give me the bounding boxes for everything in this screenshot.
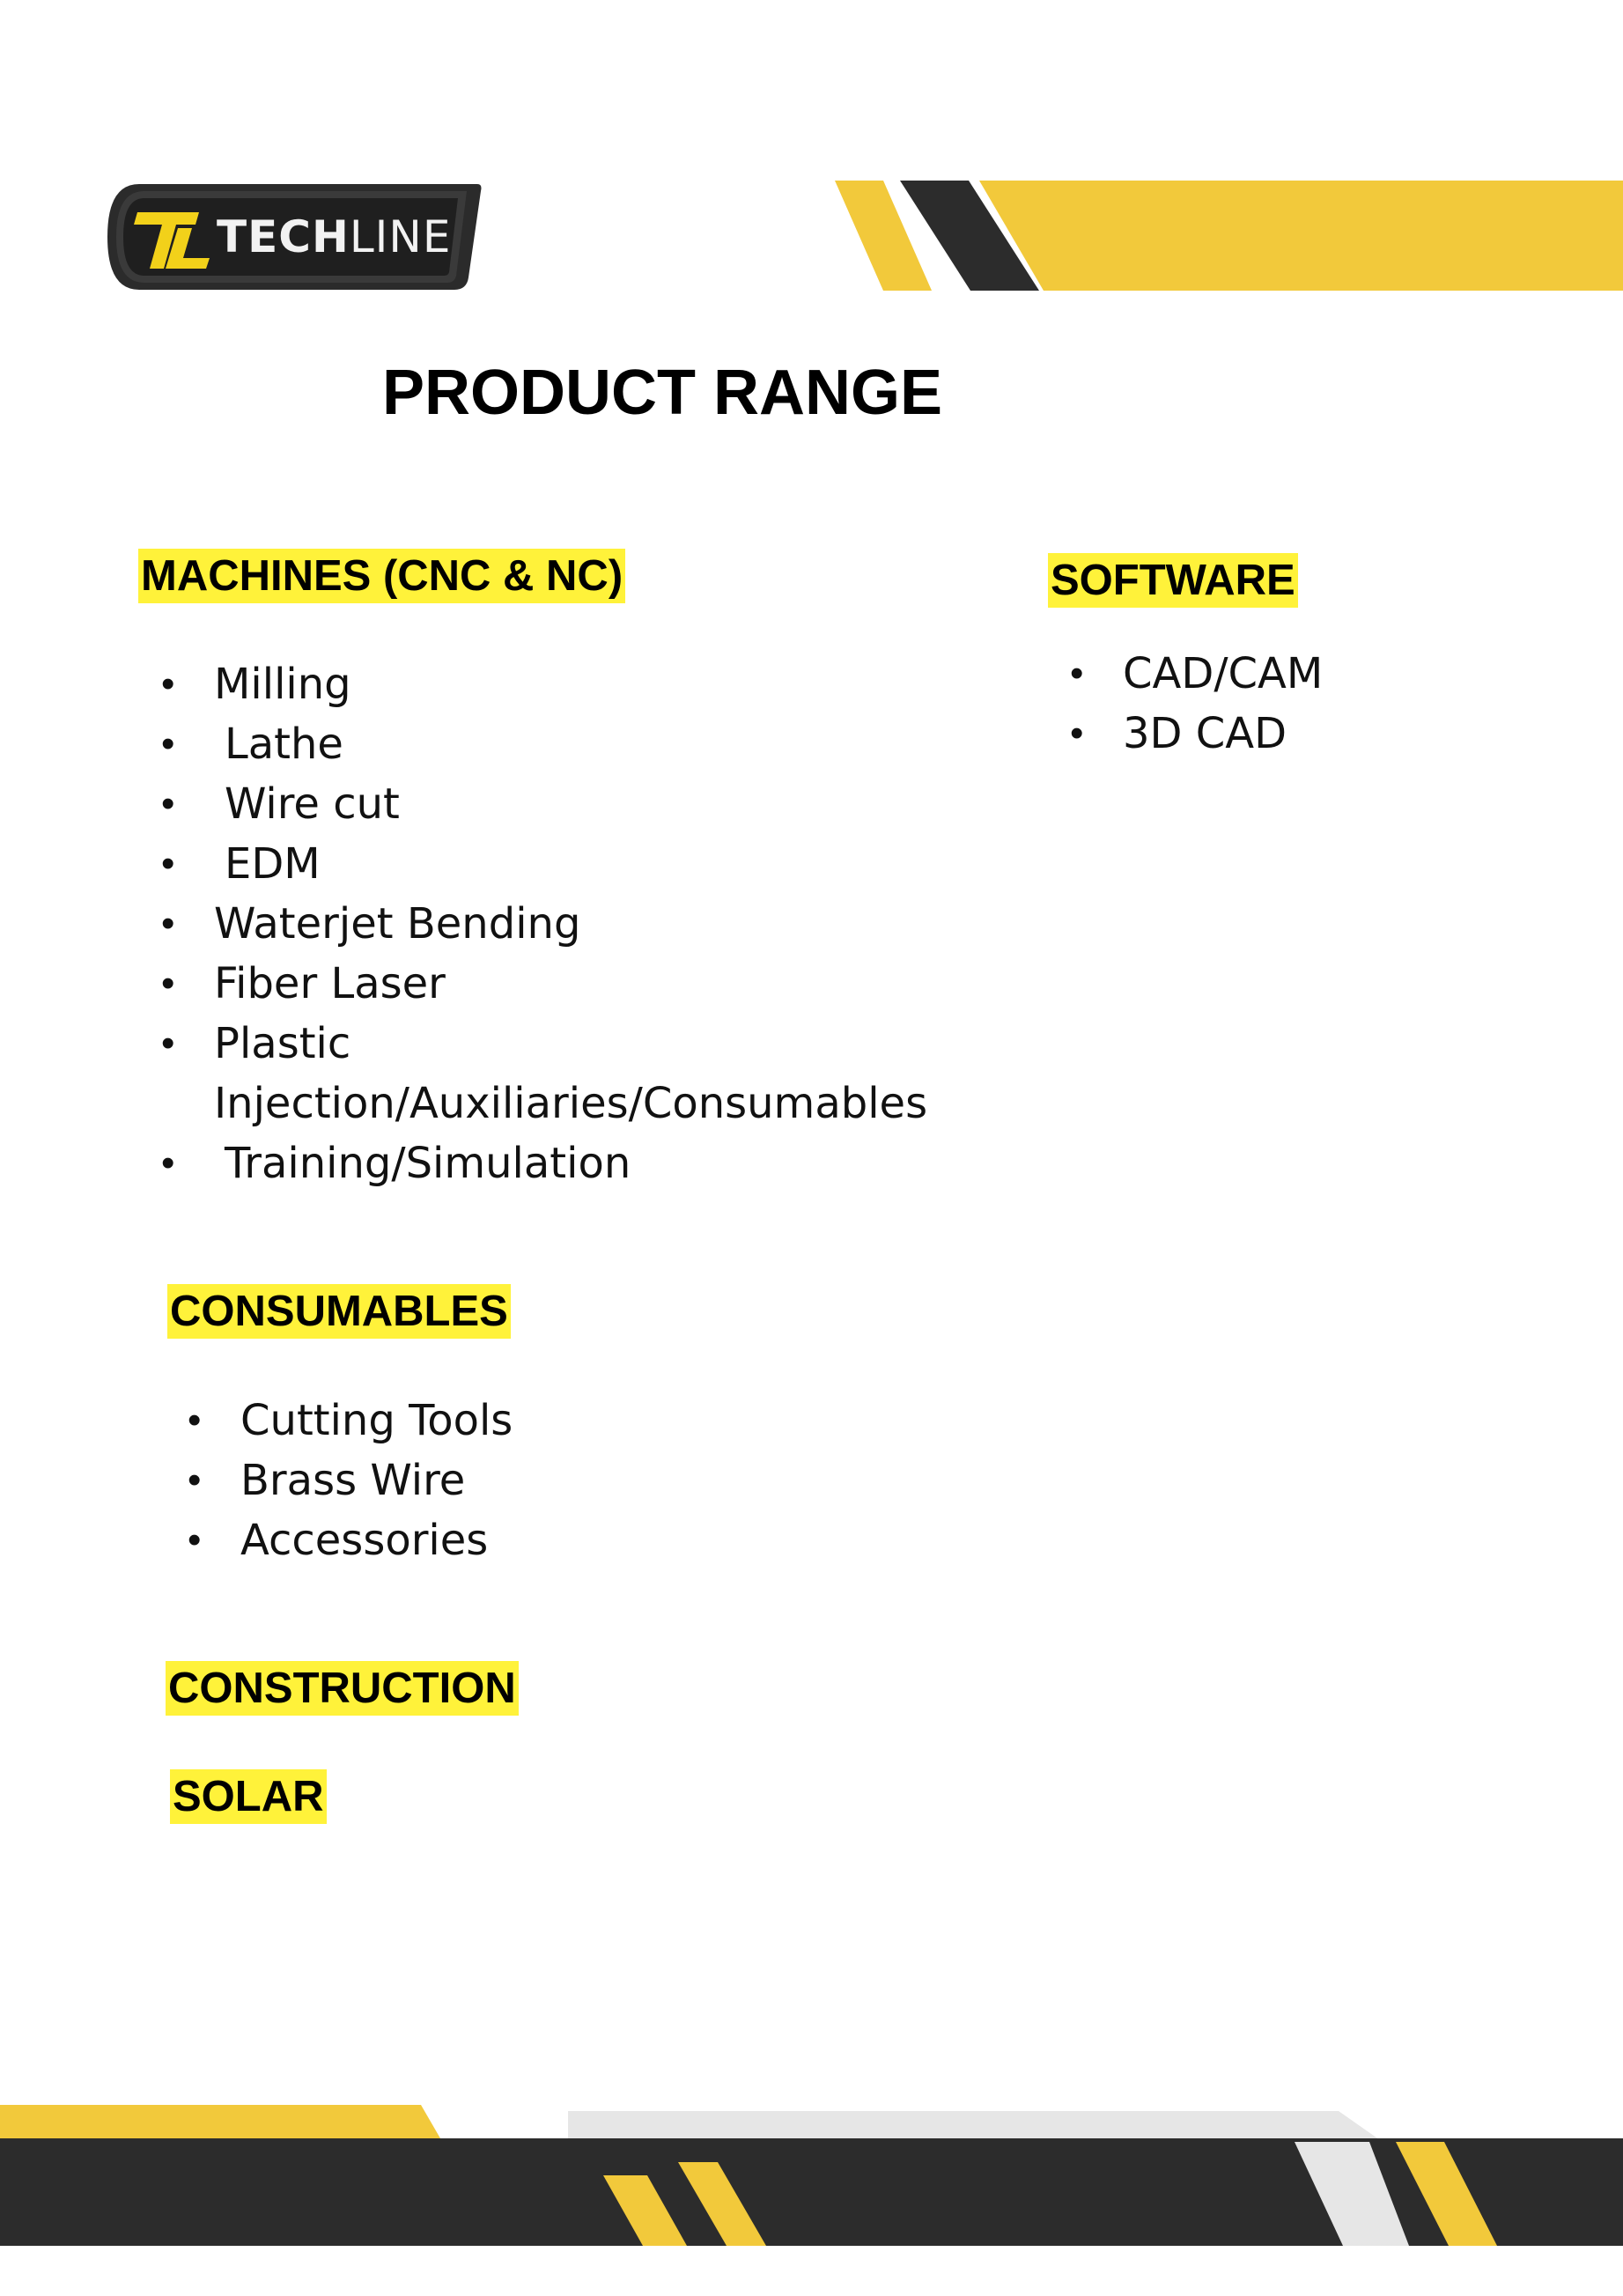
consumables-heading: CONSUMABLES xyxy=(167,1284,511,1339)
list-item: • Wire cut xyxy=(161,774,927,834)
software-list xyxy=(1070,644,1323,764)
logo-wordmark: TECHLINE xyxy=(217,211,452,262)
list-item: • CAD/CAM xyxy=(1070,644,1323,704)
list-item: • Training/Simulation xyxy=(161,1133,927,1193)
page-title: PRODUCT RANGE xyxy=(382,358,943,428)
list-item: • Cutting Tools xyxy=(188,1391,513,1451)
list-item: • Accessories xyxy=(188,1510,513,1570)
list-item: • Fiber Laser xyxy=(161,954,927,1014)
software-heading: SOFTWARE xyxy=(1048,553,1298,608)
solar-heading: SOLAR xyxy=(170,1769,327,1824)
consumables-list xyxy=(188,1391,513,1570)
list-item: • 3D CAD xyxy=(1070,704,1323,764)
list-item: • Waterjet Bending xyxy=(161,894,927,954)
list-item: • Lathe xyxy=(161,714,927,774)
techline-logo xyxy=(104,181,484,293)
list-item: • Brass Wire xyxy=(188,1451,513,1510)
list-item: • EDM xyxy=(161,834,927,894)
list-item-text: Plastic xyxy=(214,1019,351,1068)
list-item-continuation: Injection/Auxiliaries/Consumables xyxy=(214,1079,928,1128)
construction-heading: CONSTRUCTION xyxy=(166,1661,519,1716)
list-item-plastic xyxy=(161,1014,927,1133)
list-item: • Milling xyxy=(161,654,927,714)
machines-list xyxy=(161,654,927,1193)
machines-heading: MACHINES (CNC & NC) xyxy=(138,549,625,603)
